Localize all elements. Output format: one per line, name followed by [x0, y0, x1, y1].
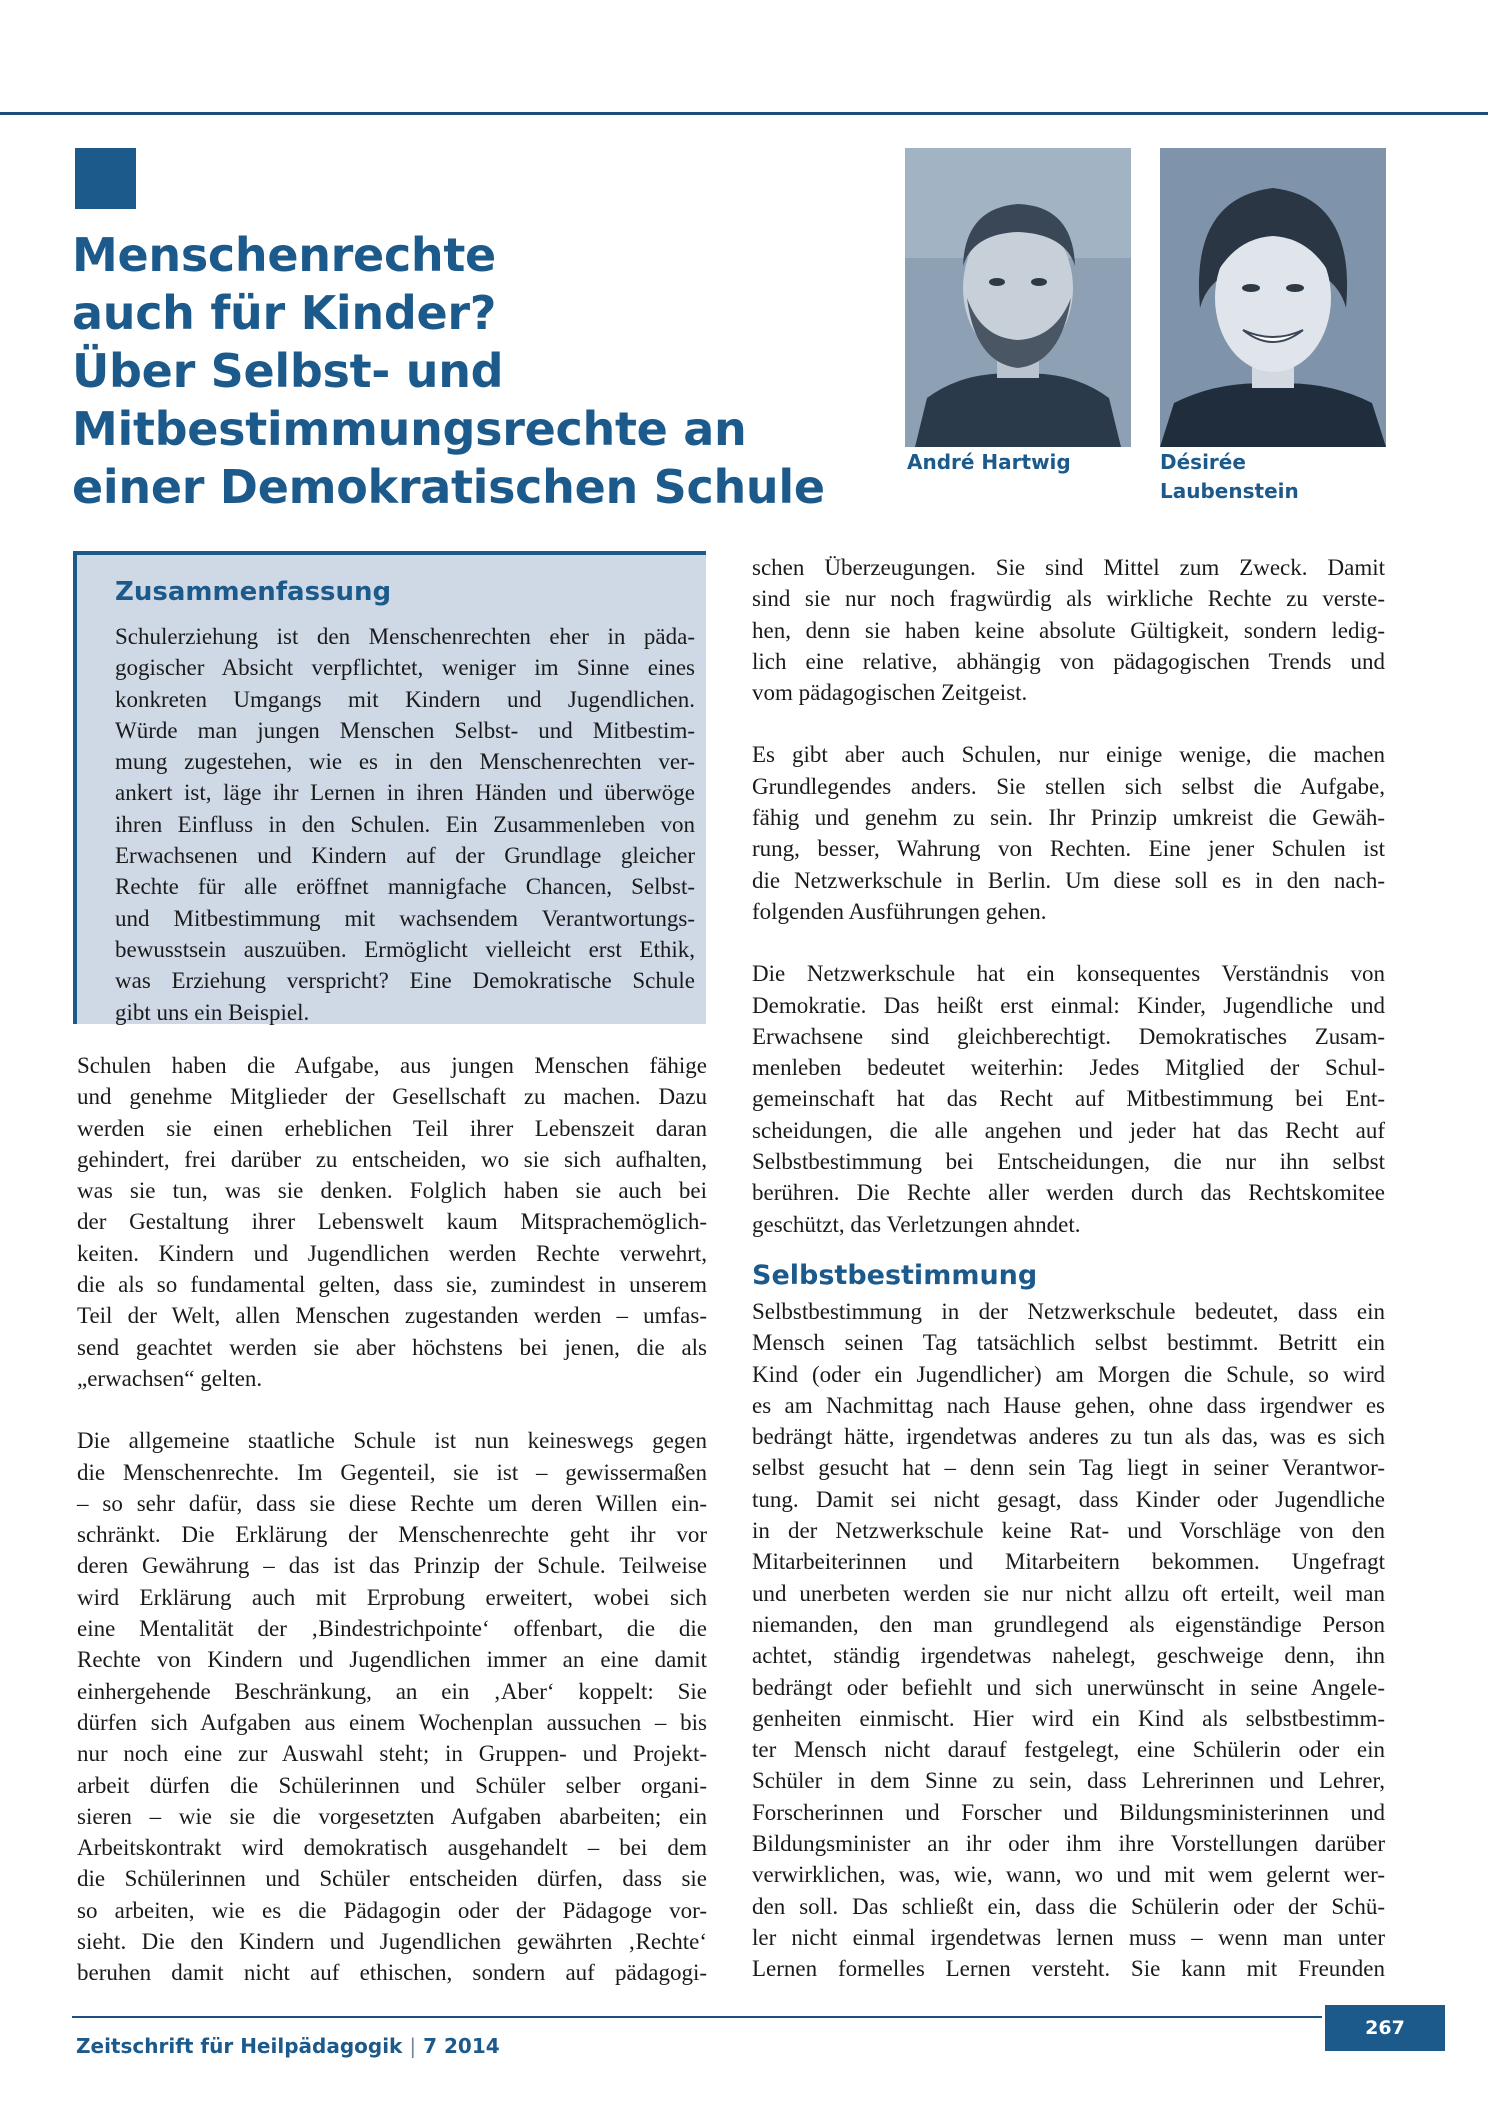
paragraph: [752, 552, 1385, 708]
text-line: bewusstsein auszuüben. Ermöglicht vielleicht erst Ethik,: [115, 936, 695, 962]
text-line: tung. Damit sei nicht gesagt, dass Kinder oder Jugendliche: [752, 1486, 1385, 1512]
text-line: wird Erklärung auch mit Erprobung erweitert, wobei sich: [77, 1584, 707, 1610]
text-line: beruhen damit nicht auf ethischen, sondern auf pädagogi-: [77, 1960, 707, 1986]
text-line: geschützt, das Verletzungen ahndet.: [752, 1211, 1081, 1237]
text-line: den soll. Das schließt ein, dass die Schülerin oder der Schü-: [752, 1893, 1385, 1919]
text-line: bedrängt oder befiehlt und sich unerwünscht in seine Angele-: [752, 1674, 1385, 1700]
text-line: genheiten einmischt. Hier wird ein Kind als selbstbestimm-: [752, 1705, 1385, 1731]
paragraph: [77, 1425, 707, 1988]
text-line: Schulerziehung ist den Menschenrechten eher in päda-: [115, 624, 695, 649]
journal-name: Zeitschrift für Heilpädagogik: [76, 2034, 403, 2058]
article-title: [72, 226, 872, 516]
text-line: konkreten Umgangs mit Kindern und Jugendlichen.: [115, 686, 695, 712]
title-line: Mitbestimmungsrechte an: [72, 402, 747, 456]
title-line: Menschenrechte: [72, 228, 496, 282]
text-line: bedrängt hätte, irgendetwas anderes zu tun als das, was es sich: [752, 1424, 1385, 1450]
text-line: und genehme Mitglieder der Gesellschaft zu machen. Dazu: [77, 1084, 707, 1110]
paragraph: [77, 1050, 707, 1394]
paragraph: [752, 958, 1385, 1240]
summary-heading: Zusammenfassung: [115, 577, 392, 607]
author-caption-hartwig: [907, 448, 1071, 477]
title-line: auch für Kinder?: [72, 286, 497, 340]
text-line: Schulen haben die Aufgabe, aus jungen Menschen fähige: [77, 1053, 707, 1078]
footer-separator: |: [409, 2034, 417, 2058]
text-line: schränkt. Die Erklärung der Menschenrechte geht ihr vor: [77, 1522, 707, 1548]
text-line: scheidungen, die alle angehen und jeder hat das Recht auf: [752, 1117, 1385, 1143]
text-line: Die allgemeine staatliche Schule ist nun keineswegs gegen: [77, 1428, 707, 1454]
text-line: Die Netzwerkschule hat ein konsequentes Verständnis von: [752, 961, 1385, 987]
text-line: selbst gesucht hat – denn sein Tag liegt in seiner Verantwor-: [752, 1455, 1385, 1481]
text-line: in der Netzwerkschule keine Rat- und Vorschläge von den: [752, 1518, 1385, 1544]
text-line: was sie tun, was sie denken. Folglich haben sie auch bei: [77, 1178, 707, 1204]
text-line: sieht. Die den Kindern und Jugendlichen gewährten ‚Rechte‘: [77, 1929, 707, 1955]
text-line: niemanden, den man grundlegend als eigenständige Person: [752, 1611, 1385, 1637]
text-line: die Menschenrechte. Im Gegenteil, sie ist – gewissermaßen: [77, 1459, 707, 1485]
title-line: Über Selbst- und: [72, 344, 504, 398]
text-line: Grundlegendes anders. Sie stellen sich selbst die Aufgabe,: [752, 773, 1385, 799]
summary-box: [73, 551, 706, 1024]
text-line: Arbeitskontrakt wird demokratisch ausgehandelt – bei dem: [77, 1835, 707, 1861]
text-line: so arbeiten, wie es die Pädagogin oder der Pädagoge vor-: [77, 1897, 707, 1923]
text-line: gemeinschaft hat das Recht auf Mitbestimmung bei Ent-: [752, 1086, 1385, 1112]
text-line: eine Mentalität der ‚Bindestrichpointe‘ offenbart, die die: [77, 1616, 707, 1642]
author-caption-laubenstein: [1160, 448, 1299, 506]
text-line: verwirklichen, was, wie, wann, wo und mit wem gelernt wer-: [752, 1862, 1385, 1888]
paragraph: [752, 1296, 1385, 1985]
text-line: schen Überzeugungen. Sie sind Mittel zum Zweck. Damit: [752, 555, 1385, 580]
text-line: gibt uns ein Beispiel.: [115, 999, 310, 1025]
text-line: sind sie nur noch fragwürdig als wirkliche Rechte zu verste-: [752, 586, 1385, 612]
text-line: Selbstbestimmung bei Entscheidungen, die nur ihn selbst: [752, 1149, 1385, 1175]
right-column: [752, 552, 1385, 1984]
author-name-line: Désirée: [1160, 450, 1246, 474]
text-line: die als so fundamental gelten, dass sie, zumindest in unserem: [77, 1272, 707, 1298]
text-line: achtet, ständig irgendetwas nahelegt, geschweige denn, ihn: [752, 1643, 1385, 1669]
text-line: Erwachsene sind gleichberechtigt. Demokratisches Zusam-: [752, 1023, 1385, 1049]
text-line: gogischer Absicht verpflichtet, weniger im Sinne eines: [115, 655, 695, 681]
text-line: ankert ist, läge ihr Lernen in ihren Händen und überwöge: [115, 780, 695, 806]
page-number: 267: [1325, 2005, 1445, 2051]
text-line: einhergehende Beschränkung, an ein ‚Aber‘ koppelt: Sie: [77, 1678, 707, 1704]
text-line: berühren. Die Rechte aller werden durch das Rechtskomitee: [752, 1180, 1385, 1206]
left-column: [77, 1050, 707, 1989]
footer-journal-info: [76, 2034, 500, 2058]
text-line: werden sie einen erheblichen Teil ihrer Lebenszeit daran: [77, 1115, 707, 1141]
text-line: Rechte für alle eröffnet mannigfache Chancen, Selbst-: [115, 874, 695, 900]
text-line: und Mitbestimmung mit wachsendem Verantwortungs-: [115, 905, 695, 931]
text-line: Selbstbestimmung in der Netzwerkschule bedeutet, dass ein: [752, 1298, 1385, 1324]
summary-text: [115, 621, 695, 1028]
text-line: folgenden Ausführungen gehen.: [752, 898, 1047, 924]
text-line: menleben bedeutet weiterhin: Jedes Mitglied der Schul-: [752, 1055, 1385, 1081]
text-line: Rechte von Kindern und Jugendlichen immer an eine damit: [77, 1647, 707, 1673]
text-line: „erwachsen“ gelten.: [77, 1365, 263, 1391]
text-line: und unerbeten werden sie nur nicht allzu oft erteilt, weil man: [752, 1580, 1385, 1606]
text-line: Forscherinnen und Forscher und Bildungsministerinnen und: [752, 1799, 1385, 1825]
text-line: – so sehr dafür, dass sie diese Rechte um deren Willen ein-: [77, 1490, 707, 1516]
text-line: ter Mensch nicht darauf festgelegt, eine Schülerin oder ein: [752, 1737, 1385, 1763]
text-line: send geachtet werden sie aber höchstens bei jenen, die als: [77, 1334, 707, 1360]
text-line: Mensch seinen Tag tatsächlich selbst bestimmt. Betritt ein: [752, 1330, 1385, 1356]
text-line: Kind (oder ein Jugendlicher) am Morgen die Schule, so wird: [752, 1361, 1385, 1387]
text-line: Es gibt aber auch Schulen, nur einige wenige, die machen: [752, 742, 1385, 768]
text-line: ihren Einfluss in den Schulen. Ein Zusammenleben von: [115, 811, 695, 837]
text-line: dürfen sich Aufgaben aus einem Wochenplan aussuchen – bis: [77, 1709, 707, 1735]
paragraph-gap: [752, 708, 1385, 739]
text-line: Teil der Welt, allen Menschen zugestanden werden – umfas-: [77, 1303, 707, 1329]
paragraph-gap: [77, 1394, 707, 1425]
paragraph: [752, 739, 1385, 927]
text-line: Würde man jungen Menschen Selbst- und Mitbestim-: [115, 717, 695, 743]
text-line: deren Gewährung – das ist das Prinzip der Schule. Teilweise: [77, 1553, 707, 1579]
journal-issue: 7 2014: [423, 2034, 500, 2058]
author-photo-laubenstein: [1160, 148, 1386, 447]
text-line: Lernen formelles Lernen versteht. Sie kann mit Freunden: [752, 1956, 1385, 1982]
text-line: Mitarbeiterinnen und Mitarbeitern bekommen. Ungefragt: [752, 1549, 1385, 1575]
text-line: Demokratie. Das heißt erst einmal: Kinder, Jugendliche und: [752, 992, 1385, 1018]
author-photo-hartwig: [905, 148, 1131, 447]
title-square-marker: [75, 148, 136, 209]
text-line: die Schülerinnen und Schüler entscheiden dürfen, dass sie: [77, 1866, 707, 1892]
text-line: sieren – wie sie die vorgesetzten Aufgaben abarbeiten; ein: [77, 1803, 707, 1829]
text-line: vom pädagogischen Zeitgeist.: [752, 680, 1028, 706]
text-line: hen, denn sie haben keine absolute Gültigkeit, sondern ledig-: [752, 617, 1385, 643]
text-line: es am Nachmittag nach Hause gehen, ohne dass irgendwer es: [752, 1392, 1385, 1418]
paragraph-gap: [752, 927, 1385, 958]
text-line: Bildungsminister an ihr oder ihm ihre Vorstellungen darüber: [752, 1830, 1385, 1856]
text-line: gehindert, frei darüber zu entscheiden, wo sie sich aufhalten,: [77, 1146, 707, 1172]
author-name-line: André Hartwig: [907, 450, 1071, 474]
text-line: Schüler in dem Sinne zu sein, dass Lehrerinnen und Lehrer,: [752, 1768, 1385, 1794]
text-line: rung, besser, Wahrung von Rechten. Eine jener Schulen ist: [752, 836, 1385, 862]
text-line: nur noch eine zur Auswahl steht; in Gruppen- und Projekt-: [77, 1741, 707, 1767]
text-line: keiten. Kindern und Jugendlichen werden Rechte verwehrt,: [77, 1240, 707, 1266]
footer-rule: [72, 2016, 1322, 2018]
text-line: ler nicht einmal irgendetwas lernen muss – wenn man unter: [752, 1924, 1385, 1950]
text-line: Erwachsenen und Kindern auf der Grundlage gleicher: [115, 843, 695, 869]
author-name-line: Laubenstein: [1160, 479, 1299, 503]
text-line: der Gestaltung ihrer Lebenswelt kaum Mitsprachemöglich-: [77, 1209, 707, 1235]
top-rule: [0, 112, 1488, 115]
text-line: fähig und genehm zu sein. Ihr Prinzip umkreist die Gewäh-: [752, 805, 1385, 831]
section-heading-selbstbestimmung: Selbstbestimmung: [752, 1259, 1038, 1291]
title-line: einer Demokratischen Schule: [72, 460, 825, 514]
text-line: arbeit dürfen die Schülerinnen und Schüler selber organi-: [77, 1772, 707, 1798]
text-line: mung zugestehen, wie es in den Menschenrechten ver-: [115, 749, 695, 775]
text-line: was Erziehung verspricht? Eine Demokratische Schule: [115, 968, 695, 994]
text-line: lich eine relative, abhängig von pädagogischen Trends und: [752, 648, 1385, 674]
text-line: die Netzwerkschule in Berlin. Um diese soll es in den nach-: [752, 867, 1385, 893]
